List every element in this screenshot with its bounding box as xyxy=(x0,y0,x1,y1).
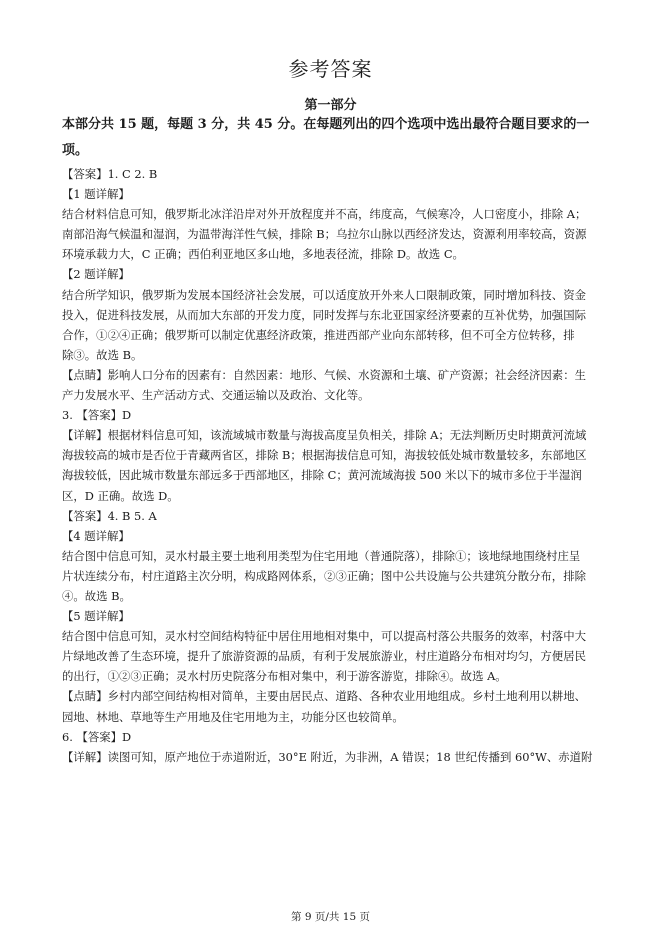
answer-body xyxy=(62,112,602,767)
text-line: 产力发展水平、生产活动方式、交通运输以及政治、文化等。 xyxy=(62,388,370,403)
text-line: 海拔较低，因此城市数量东部远多于西部地区，排除 C；黄河流域海拔 500 米以下的城市多位于半湿润 xyxy=(62,468,582,483)
text-line: 结合材料信息可知，俄罗斯北冰洋沿岸对外开放程度并不高，纬度高，气候寒冷，人口密度小，排除 A； xyxy=(62,207,587,222)
text-line: 【答案】1. C 2. B xyxy=(62,167,158,181)
section-heading: 第一部分 xyxy=(304,98,357,113)
text-line: 3. 【答案】D xyxy=(62,408,132,423)
text-line: 的出行，①②③正确；灵水村历史院落分布相对集中，利于游客游览，排除④。故选 A。 xyxy=(62,669,507,684)
text-line: 区，D 正确。故选 D。 xyxy=(62,488,179,503)
text-line: 海拔较高的城市是否位于青藏两省区，排除 B；根据海拔信息可知，海拔较低处城市数量较多，东部地区 xyxy=(62,448,587,463)
text-line: 片状连续分布，村庄道路主次分明，构成路网体系，②③正确；图中公共设施与公共建筑分散分布，排除 xyxy=(62,568,586,583)
text-line: 合作，①②④正确；俄罗斯可以制定优惠经济政策，推进西部产业向东部转移，但不可全方位转移，排 xyxy=(62,327,575,342)
text-line: 项。 xyxy=(62,143,89,158)
text-line: 【详解】根据材料信息可知，该流域城市数量与海拔高度呈负相关，排除 A；无法判断历史时期黄河流域 xyxy=(62,428,587,443)
text-line: 【答案】4. B 5. A xyxy=(62,508,157,523)
text-line: 【5 题详解】 xyxy=(62,609,130,624)
text-line: 投入，促进科技发展，从而加大东部的开发力度，同时发挥与东北亚国家经济要素的互补优势，加强国际 xyxy=(62,307,586,322)
text-line: 【4 题详解】 xyxy=(62,528,130,543)
text-line: 结合图中信息可知，灵水村最主要土地利用类型为住宅用地（普通院落），排除①；该地绿地围绕村庄呈 xyxy=(62,548,581,563)
text-line: 片绿地改善了生态环境，提升了旅游资源的品质，有利于发展旅游业，村庄道路分布相对均匀，方便居民 xyxy=(62,649,586,664)
text-line: 本部分共 15 题，每题 3 分，共 45 分。在每题列出的四个选项中选出最符合题目要求的一 xyxy=(62,117,590,132)
text-line: 【详解】读图可知，原产地位于赤道附近，30°E 附近，为非洲，A 错误；18 世纪传播到 60°W、赤道附 xyxy=(62,749,593,764)
text-line: 园地、林地、草地等生产用地及住宅用地为主，功能分区也较简单。 xyxy=(62,709,404,724)
page-footer: 第 9 页/共 15 页 xyxy=(291,911,370,923)
text-line: 结合图中信息可知，灵水村空间结构特征中居住用地相对集中，可以提高村落公共服务的效率，村落中大 xyxy=(62,629,586,644)
text-line: 【1 题详解】 xyxy=(62,187,130,202)
text-line: 环境承载力大，C 正确；西伯利亚地区多山地，多地表径流，排除 D。故选 C。 xyxy=(62,247,464,262)
text-line: 【点睛】乡村内部空间结构相对简单，主要由居民点、道路、各种农业用地组成。乡村土地利用以耕地、 xyxy=(62,689,586,704)
text-line: ④。故选 B。 xyxy=(62,588,131,603)
text-line: 除③。故选 B。 xyxy=(62,347,143,362)
text-line: 【点睛】影响人口分布的因素有：自然因素：地形、气候、水资源和土壤、矿产资源；社会经济因素：生 xyxy=(62,367,586,382)
text-line: 6. 【答案】D xyxy=(62,729,132,744)
page-title: 参考答案 xyxy=(288,57,373,81)
text-line: 【2 题详解】 xyxy=(62,267,130,282)
text-line: 南部沿海气候温和湿润，为温带海洋性气候，排除 B；乌拉尔山脉以西经济发达，资源利用率较高，资源 xyxy=(62,227,587,242)
text-line: 结合所学知识，俄罗斯为发展本国经济社会发展，可以适度放开外来人口限制政策，同时增加科技、资金 xyxy=(62,287,586,302)
